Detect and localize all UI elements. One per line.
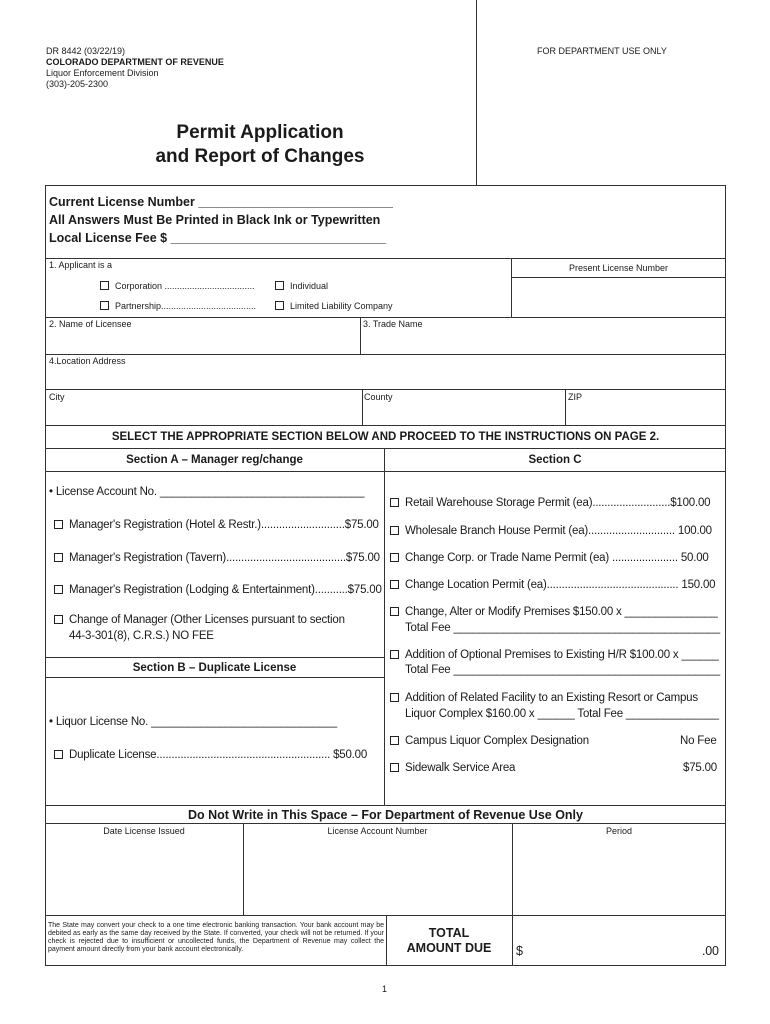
- alter-total-fee-field[interactable]: Total Fee ___________________________________________: [405, 622, 720, 634]
- county-field[interactable]: County: [364, 392, 393, 402]
- option-label: Manager's Registration (Tavern)........................................$75.00: [69, 552, 380, 564]
- current-license-field[interactable]: Current License Number ____________________________: [49, 195, 393, 209]
- section-c-title: Section C: [528, 454, 582, 466]
- divider: [360, 317, 361, 354]
- option-sidewalk-service[interactable]: [390, 762, 515, 774]
- option-label: Duplicate License.......................................................... $50.00: [69, 749, 368, 761]
- checkbox-icon[interactable]: [100, 281, 109, 290]
- department-name: COLORADO DEPARTMENT OF REVENUE: [46, 57, 224, 67]
- city-field[interactable]: City: [49, 392, 65, 402]
- dept-use-title: Do Not Write in This Space – For Department of Revenue Use Only: [188, 808, 583, 822]
- checkbox-icon[interactable]: [275, 281, 284, 290]
- divider: [511, 277, 726, 278]
- checkbox-icon[interactable]: [390, 526, 399, 535]
- section-a-title: Section A – Manager reg/change: [126, 454, 303, 466]
- applicant-label: 1. Applicant is a: [49, 260, 113, 270]
- checkbox-icon[interactable]: [390, 607, 399, 616]
- divider: [45, 317, 726, 318]
- divider: [45, 258, 726, 259]
- option-campus-liquor[interactable]: [390, 735, 589, 747]
- optional-total-fee-field[interactable]: Total Fee ___________________________________________: [405, 664, 720, 676]
- option-label: Change, Alter or Modify Premises $150.00 x _______________: [405, 606, 718, 618]
- option-label: Manager's Registration (Lodging & Entertainment)...........$75.00: [69, 584, 382, 596]
- liquor-license-field[interactable]: • Liquor License No. ______________________________: [49, 716, 337, 728]
- electronic-check-note: The State may convert your check to a one time electronic banking transaction. Your bank account may be debited as early as the same day received by the State. If converted, your check will not be returned. If your check is rejected due to insufficient or uncollected funds, the Department of Revenue may collect the payment amount directly from your bank account electronically.: [48, 922, 384, 953]
- page-subtitle: and Report of Changes: [155, 146, 365, 167]
- option-wholesale-branch[interactable]: [390, 525, 712, 537]
- section-b-title: Section B – Duplicate License: [132, 662, 297, 674]
- option-label: Change of Manager (Other Licenses pursuant to section: [69, 614, 345, 626]
- checkbox-icon[interactable]: [54, 750, 63, 759]
- option-label: Addition of Related Facility to an Existing Resort or Campus: [405, 692, 698, 704]
- sidewalk-fee: $75.00: [683, 762, 717, 774]
- option-label: Limited Liability Company: [290, 301, 393, 311]
- checkbox-icon[interactable]: [100, 301, 109, 310]
- checkbox-icon[interactable]: [54, 520, 63, 529]
- divider: [45, 354, 726, 355]
- divider: [384, 448, 385, 805]
- change-manager-line2: 44-3-301(8), C.R.S.) NO FEE: [69, 630, 214, 642]
- phone-number: (303)-205-2300: [46, 79, 109, 89]
- option-label: Sidewalk Service Area: [405, 762, 516, 774]
- divider: [45, 448, 726, 449]
- divider: [45, 389, 726, 390]
- form-id: DR 8442 (03/22/19): [46, 46, 126, 56]
- answers-note: All Answers Must Be Printed in Black Ink or Typewritten: [49, 213, 381, 227]
- divider: [45, 471, 726, 472]
- licensee-name-field[interactable]: 2. Name of Licensee: [49, 319, 132, 329]
- checkbox-icon[interactable]: [54, 553, 63, 562]
- option-label: Corporation ....................................: [115, 281, 255, 291]
- option-llc[interactable]: [275, 301, 393, 311]
- campus-fee: No Fee: [680, 735, 717, 747]
- checkbox-icon[interactable]: [390, 763, 399, 772]
- checkbox-icon[interactable]: [390, 736, 399, 745]
- period-label: Period: [605, 826, 632, 836]
- option-label: Addition of Optional Premises to Existing H/R $100.00 x ______: [405, 649, 719, 661]
- checkbox-icon[interactable]: [275, 301, 284, 310]
- option-label: Manager's Registration (Hotel & Restr.)............................$75.00: [69, 519, 379, 531]
- date-issued-label: Date License Issued: [103, 826, 185, 836]
- option-label: Campus Liquor Complex Designation: [405, 735, 589, 747]
- dept-use-label: FOR DEPARTMENT USE ONLY: [537, 46, 667, 56]
- related-facility-fee-field[interactable]: Liquor Complex $160.00 x ______ Total Fee _______________: [405, 708, 719, 720]
- option-individual[interactable]: [275, 281, 328, 291]
- option-label: Retail Warehouse Storage Permit (ea)..........................$100.00: [405, 497, 711, 509]
- divider: [45, 805, 726, 806]
- option-retail-warehouse[interactable]: [390, 497, 710, 509]
- division-name: Liquor Enforcement Division: [46, 68, 159, 78]
- divider: [45, 677, 384, 678]
- header-divider: [476, 0, 477, 186]
- checkbox-icon[interactable]: [390, 553, 399, 562]
- checkbox-icon[interactable]: [390, 498, 399, 507]
- divider: [45, 425, 726, 426]
- divider: [512, 823, 513, 966]
- account-number-label: License Account Number: [327, 826, 428, 836]
- option-change-location[interactable]: [390, 579, 715, 591]
- select-section-heading: SELECT THE APPROPRIATE SECTION BELOW AND PROCEED TO THE INSTRUCTIONS ON PAGE 2.: [111, 431, 660, 443]
- option-label: Partnership......................................: [115, 301, 257, 311]
- option-alter-premises[interactable]: [390, 606, 718, 618]
- divider: [362, 389, 363, 425]
- option-label: Wholesale Branch House Permit (ea)............................. 100.00: [405, 525, 712, 537]
- zip-field[interactable]: ZIP: [568, 392, 583, 402]
- option-corporation[interactable]: [100, 281, 255, 291]
- checkbox-icon[interactable]: [54, 585, 63, 594]
- checkbox-icon[interactable]: [390, 650, 399, 659]
- divider: [243, 823, 244, 915]
- dollar-sign: $: [516, 944, 523, 958]
- total-amount-field[interactable]: .00: [702, 944, 719, 958]
- checkbox-icon[interactable]: [390, 580, 399, 589]
- trade-name-field[interactable]: 3. Trade Name: [363, 319, 423, 329]
- option-change-manager[interactable]: [54, 614, 345, 626]
- local-fee-field[interactable]: Local License Fee $ _______________________________: [49, 231, 387, 245]
- option-related-facility[interactable]: [390, 692, 698, 704]
- divider: [45, 657, 384, 658]
- total-label: TOTAL: [428, 926, 470, 940]
- option-manager-hotel[interactable]: [54, 519, 379, 531]
- checkbox-icon[interactable]: [390, 693, 399, 702]
- option-label: Change Location Permit (ea)............................................ 150.00: [405, 579, 716, 591]
- location-address-field[interactable]: 4.Location Address: [49, 356, 126, 366]
- option-manager-tavern[interactable]: [54, 552, 380, 564]
- divider: [45, 823, 726, 824]
- option-corp-name-change[interactable]: [390, 552, 709, 564]
- option-label: Individual: [290, 281, 329, 291]
- divider: [565, 389, 566, 425]
- page-title: Permit Application: [176, 122, 344, 143]
- amount-due-label: AMOUNT DUE: [406, 941, 492, 955]
- option-manager-lodging[interactable]: [54, 584, 382, 596]
- option-duplicate-license[interactable]: [54, 749, 367, 761]
- option-optional-premises[interactable]: [390, 649, 719, 661]
- checkbox-icon[interactable]: [54, 615, 63, 624]
- page-number: 1: [382, 984, 388, 994]
- option-partnership[interactable]: [100, 301, 256, 311]
- license-account-field[interactable]: • License Account No. _________________________________: [49, 486, 365, 498]
- option-label: Change Corp. or Trade Name Permit (ea) ...................... 50.00: [405, 552, 709, 564]
- present-license-label: Present License Number: [568, 263, 669, 273]
